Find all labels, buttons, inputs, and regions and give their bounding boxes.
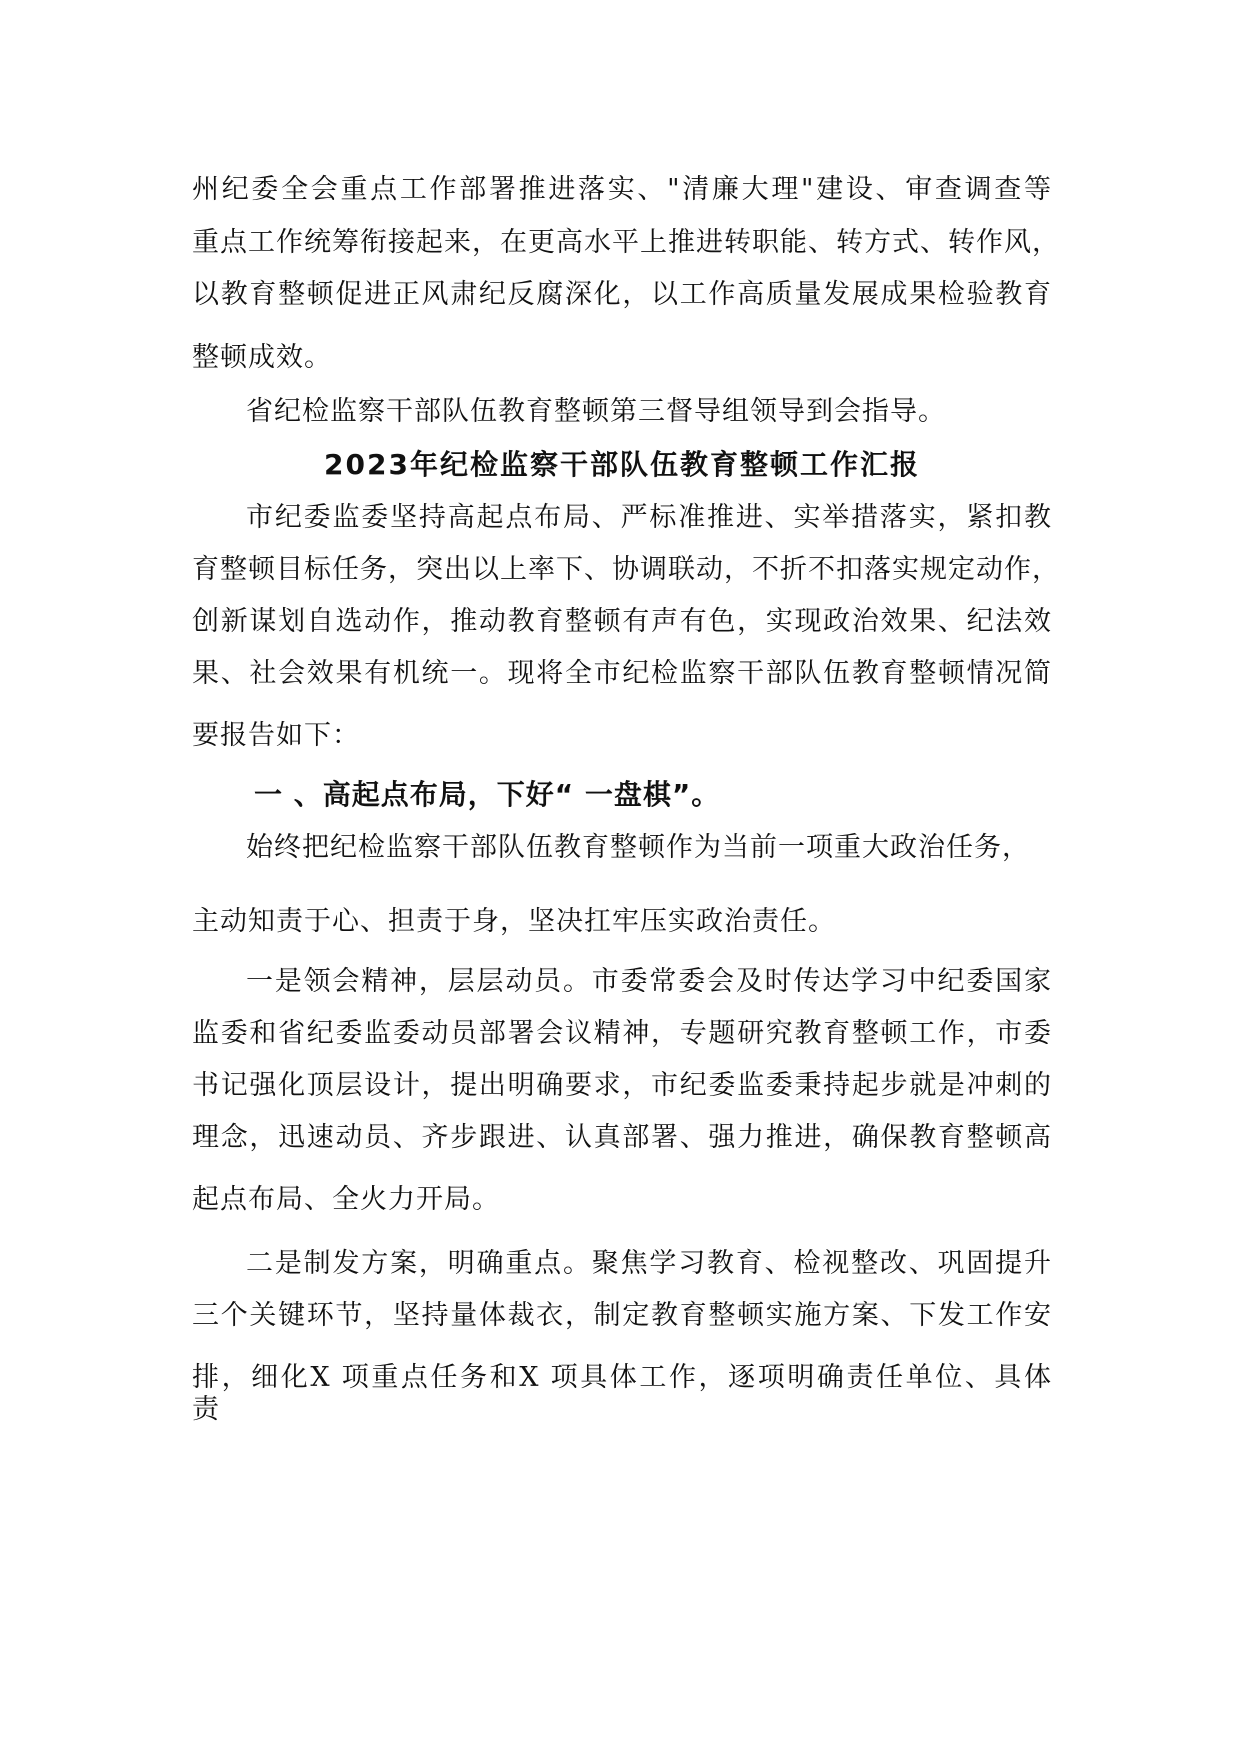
intro-note: 省纪检监察干部队伍教育整顿第三督导组领导到会指导。 (246, 396, 946, 427)
section1-para1-line-1: 始终把纪检监察干部队伍教育整顿作为当前一项重大政治任务， (246, 832, 1030, 863)
section1-para3-line-4: 责 (192, 1394, 220, 1425)
section1-para2-line-1: 一是领会精神，层层动员。市委常委会及时传达学习中纪委国家 (246, 966, 1052, 997)
report-title: 2023年纪检监察干部队伍教育整顿工作汇报 (324, 448, 920, 481)
intro-line-1: 州纪委全会重点工作部署推进落实、"清廉大理"建设、审查调查等 (192, 174, 1052, 205)
opening-line-4: 果、社会效果有机统一。现将全市纪检监察干部队伍教育整顿情况简 (192, 658, 1052, 689)
section1-para2-line-3: 书记强化顶层设计，提出明确要求，市纪委监委秉持起步就是冲刺的 (192, 1070, 1052, 1101)
section1-para2-line-2: 监委和省纪委监委动员部署会议精神，专题研究教育整顿工作，市委 (192, 1018, 1052, 1049)
section1-para1-line-2: 主动知责于心、担责于身，坚决扛牢压实政治责任。 (192, 906, 836, 937)
section1-para3-line-3: 排，细化X 项重点任务和X 项具体工作，逐项明确责任单位、具体 (192, 1362, 1052, 1393)
opening-line-3: 创新谋划自选动作，推动教育整顿有声有色，实现政治效果、纪法效 (192, 606, 1052, 637)
section1-para2-line-5: 起点布局、全火力开局。 (192, 1184, 500, 1215)
section-heading: 一 、高起点布局，下好“ 一盘棋”。 (254, 778, 721, 811)
opening-line-1: 市纪委监委坚持高起点布局、严标准推进、实举措落实，紧扣教 (246, 502, 1052, 533)
section1-para3-line-2: 三个关键环节，坚持量体裁衣，制定教育整顿实施方案、下发工作安 (192, 1300, 1052, 1331)
section1-para2-line-4: 理念，迅速动员、齐步跟进、认真部署、强力推进，确保教育整顿高 (192, 1122, 1052, 1153)
section1-para3-line-1: 二是制发方案，明确重点。聚焦学习教育、检视整改、巩固提升 (246, 1248, 1052, 1279)
opening-line-5: 要报告如下： (192, 720, 360, 751)
intro-line-3: 以教育整顿促进正风肃纪反腐深化，以工作高质量发展成果检验教育 (192, 279, 1052, 310)
intro-line-4: 整顿成效。 (192, 342, 332, 373)
opening-line-2: 育整顿目标任务，突出以上率下、协调联动，不折不扣落实规定动作， (192, 554, 1060, 585)
intro-line-2: 重点工作统筹衔接起来，在更高水平上推进转职能、转方式、转作风， (192, 227, 1060, 258)
